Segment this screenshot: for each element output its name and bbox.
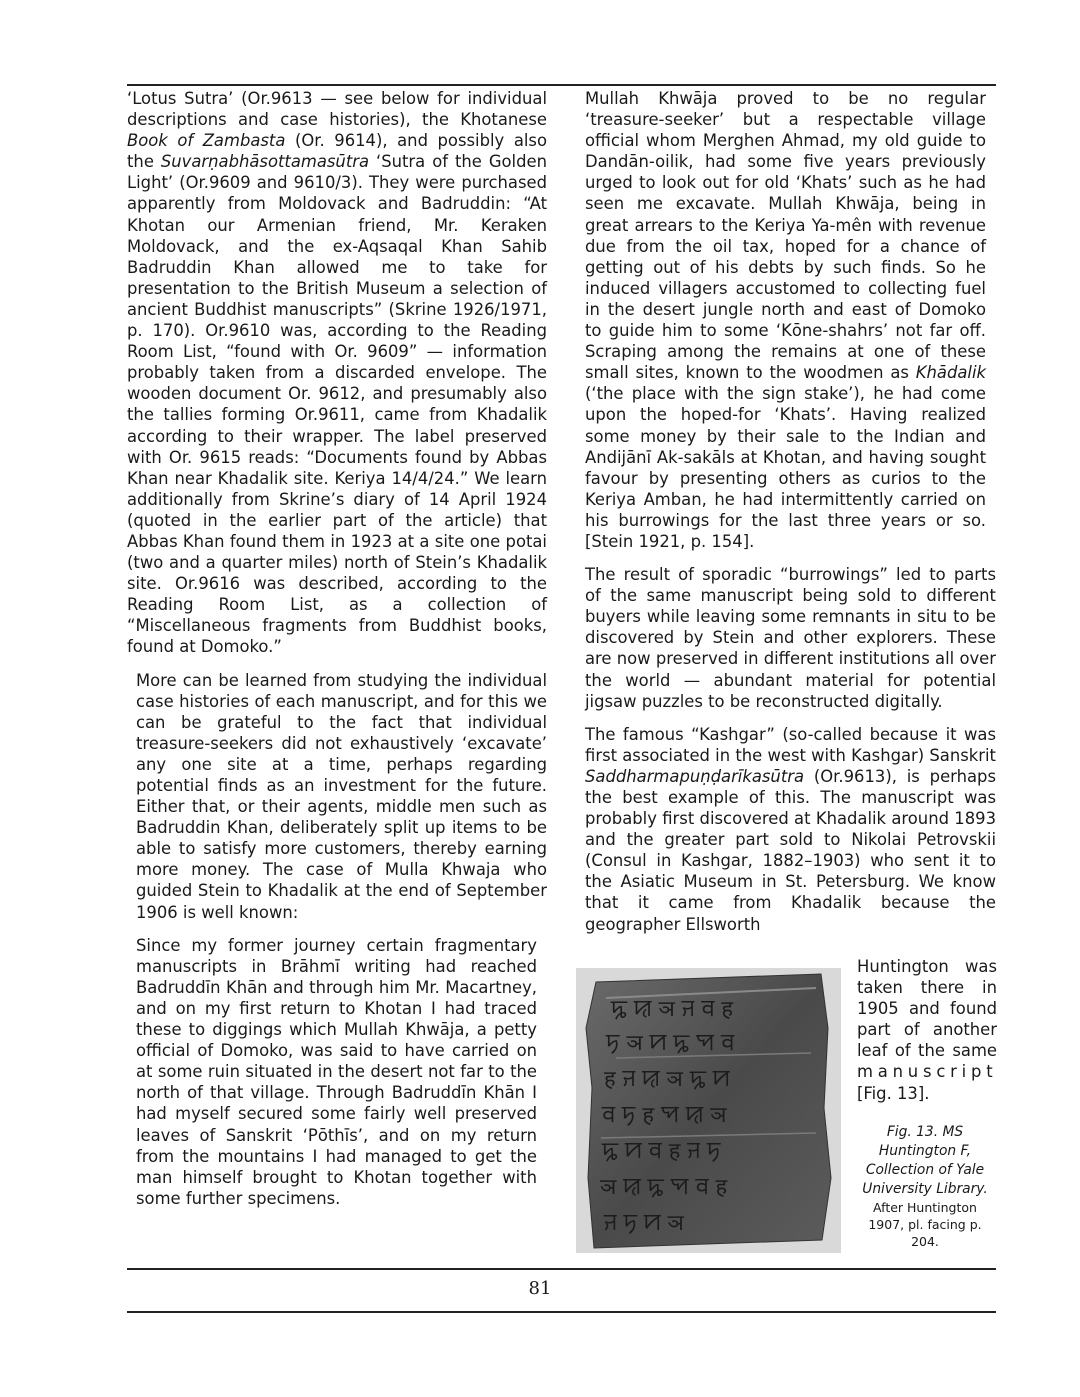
top-rule [127, 84, 996, 86]
manuscript-leaf-image [576, 968, 841, 1253]
svg-text:ञ ꠢ ꠍ ꠗ ꠛ ह: ञ ꠢ ꠍ ꠗ ꠛ ह [600, 1175, 728, 1200]
right-paragraph-kashgar: The famous “Kashgar” (so-called because it was first associated in the west with Kashgar) Sanskrit Saddharmapuṇḍarīkasūtra (Or.9613), is perhaps the best example of this. The manuscript was probably first discovered at Khadalik around 1893 and the greater part sold to Nikolai Petrovskii (Consul in Kashgar, 1882–1903) who sent it to the Asiatic Museum in St. Petersburg. We know that it came from Khadalik because the geographer Ellsworth [585, 724, 996, 934]
stein-quote-part-2: Mullah Khwāja proved to be no regular ‘treasure-seeker’ but a respectable village official whom Merghen Ahmad, my old guide to Dandān-oilik, had some five years previously urged to look out for old ‘Khats’ such as he had seen me excavate. Mullah Khwāja, being in great arrears to the Keriya Ya-mên with revenue due from the oil tax, hoped for a chance of getting out of his debts by such finds. So he induced villagers accustomed to collecting fuel in the desert jungle north and east of Domoko to guide him to some ‘Kōne-shahrs’ not far off. Scraping among the remains at one of these small sites, known to the woodmen as Khādalik (‘the place with the sign stake’), he had come upon the hoped-for ‘Khats’. Having realized some money by their sale to the Indian and Andijānī Ak-sakāls at Khotan, and having sought favour by presenting others as curios to the Keriya Amban, he had intermittently carried on his burrowings for the last three years or so. [Stein 1921, p. 154]. [585, 89, 986, 551]
svg-text:ꠍ ꠢ ञ ꠔ ꠛ ह: ꠍ ꠢ ञ ꠔ ꠛ ह [611, 997, 734, 1022]
svg-text:ꠔ ꠠ ꠙ ञ: ꠔ ꠠ ꠙ ञ [604, 1211, 684, 1236]
svg-text:ꠍ ꠙ ꠛ ह ꠔ ꠠ: ꠍ ꠙ ꠛ ह ꠔ ꠠ [602, 1139, 721, 1164]
figure-wrap-text: Huntington was taken there in 1905 and found part of another leaf of the same manuscript [Fig. 13]. [857, 957, 998, 1103]
footer-rule-top [127, 1268, 996, 1270]
svg-text:ꠠ ञ ꠙ ꠍ ꠗ ꠛ: ꠠ ञ ꠙ ꠍ ꠗ ꠛ [606, 1031, 735, 1056]
page-number: 81 [528, 1278, 552, 1299]
svg-text:ह ꠔ ꠢ ञ ꠍ ꠙ: ह ꠔ ꠢ ञ ꠍ ꠙ [604, 1067, 730, 1092]
left-paragraph-1: ‘Lotus Sutra’ (Or.9613 — see below for individual descriptions and case histories), the Khotanese Book of Zambasta (Or. 9614), and possibly also the Suvarṇabhāsottamasūtra ‘Sutra of the Golden Light’ (Or.9609 and 9610/3). They were purchased apparently from Moldovack and Badruddin: “At Khotan our Armenian friend, Mr. Keraken Moldovack, and the ex-Aqsaqal Khan Sahib Badruddin Khan allowed me to take for presentation to the British Museum a selection of ancient Buddhist manuscripts” (Skrine 1926/1971, p. 170). Or.9610 was, according to the Reading Room List, “found with Or. 9609” — information probably taken from a discarded envelope. The wooden document Or. 9612, and presumably also the tallies forming Or.9611, came from Khadalik according to their wrapper. The label preserved with Or. 9615 reads: “Documents found by Abbas Khan near Khadalik site. Keriya 14/4/24.” We learn additionally from Skrine’s diary of 14 April 1924 (quoted in the earlier part of the article) that Abbas Khan found them in 1923 at a site one potai (two and a quarter miles) north of Stein’s Khadalik site. Or.9616 was described, according to the Reading Room List, as a collection of “Miscellaneous fragments from Buddhist books, found at Domoko.” [127, 89, 547, 657]
right-column [576, 88, 996, 935]
figure-caption: Fig. 13. MS Huntington F, Collection of Yale University Library. After Huntington 1907, pl. facing p. 204. [862, 1124, 988, 1249]
stein-quote-part-1: Since my former journey certain fragmentary manuscripts in Brāhmī writing had reached Badruddīn Khān and through him Mr. Macartney, and on my first return to Khotan I had traced these to diggings which Mullah Khwāja, a petty official of Domoko, was said to have carried on at some ruin situated in the desert not far to the north of that village. Through Badruddīn Khān I had myself secured some fairly well preserved leaves of Sanskrit ‘Pōthīs’, and on my return from the mountains I had managed to get the man himself brought to Khotan together with some further specimens. [136, 935, 537, 1208]
left-paragraph-2: More can be learned from studying the individual case histories of each manuscript, and for this we can be grateful to the fact that individual treasure-seekers did not exhaustively ‘excavate’ any one site at a time, perhaps regarding potential finds as an investment for the future. Either that, or their agents, middle men such as Badruddin Khan, deliberately split up items to be able to satisfy more customers, thereby earning more money. The case of Mulla Khwaja who guided Stein to Khadalik at the end of September 1906 is well known: [136, 670, 547, 922]
right-paragraph-burrowings: The result of sporadic “burrowings” led to parts of the same manuscript being sold to different buyers while leaving some remnants in situ to be discovered by Stein and other explorers. These are now preserved in different institutions all over the world — abundant material for potential jigsaw puzzles to be reconstructed digitally. [585, 565, 996, 711]
figure-13 [576, 957, 998, 1258]
footer-rule-bottom [127, 1311, 996, 1313]
left-column [127, 88, 547, 1209]
svg-text:ꠛ ꠠ ह ꠗ ꠢ ञ: ꠛ ꠠ ह ꠗ ꠢ ञ [602, 1103, 727, 1128]
